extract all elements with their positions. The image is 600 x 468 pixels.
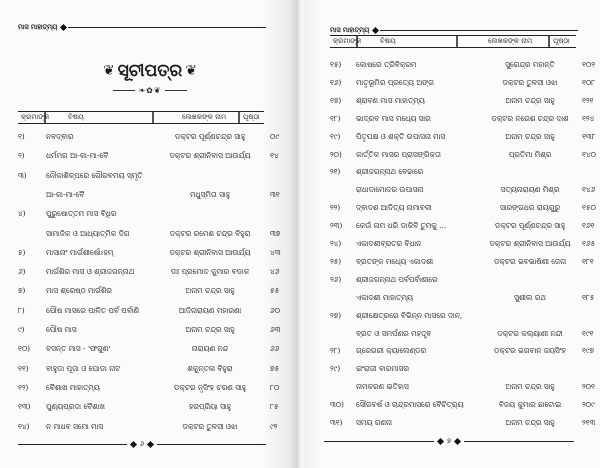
entry-number: ୨୬) [330, 274, 342, 284]
toc-entry [18, 169, 268, 183]
toc-entry [330, 219, 595, 233]
entry-subject: ମାତୃଭୂମିର ପ୍ରତ୍ୟେ ଅଙ୍ଗ [356, 77, 434, 87]
entry-subject: ଶ୍ରୀଜଗନ୍ନାଥ ପର୍ବପର୍ବାଣୀରେ [356, 274, 438, 284]
entry-subject: ବାହୁଡା ପୂଜା ଓ ଘୋଡା ନାଟ [46, 363, 121, 373]
entry-author: ଆଦିନାରାୟଣ ମହାରଣା [178, 305, 242, 315]
entry-author: ଡକ୍ଟର ଭବଭାଷିଣୀ ଜେନା [493, 256, 567, 266]
entry-page: ୧୨୧ [582, 95, 594, 105]
entry-author: ଡକ୍ଟର କଲ୍ୟାଣୀ ନନ୍ଦୀ [497, 328, 563, 338]
diamond-ornament-icon [372, 27, 379, 34]
toc-entry [18, 207, 268, 221]
toc-entry [18, 400, 279, 414]
entry-number: ୩) [18, 170, 27, 180]
diamond-ornament-icon [130, 441, 137, 448]
col-page: ପୃଷ୍ଠା [553, 37, 570, 45]
toc-entry [18, 265, 280, 279]
entry-number: ୧୬) [330, 77, 342, 87]
entry-number: ୧୫) [330, 60, 342, 69]
entry-author: ପ୍ରତିମା ମିଶ୍ର [508, 149, 552, 159]
entry-page: ୧୬୧ [582, 221, 595, 231]
toc-entry [330, 58, 595, 72]
toc-entry [330, 309, 580, 323]
toc-entry [330, 237, 596, 251]
entry-number: ୧୪) [18, 421, 30, 431]
toc-entry [330, 273, 580, 287]
toc-entry [330, 398, 595, 412]
entry-subject: କୋଷରେ ତ୍ରିବିକ୍ରମ [356, 60, 417, 69]
entry-subject: ନୌକାଶିଳ୍ପରେ ଗୌରବମୟ ସ୍ମୃତି [46, 170, 143, 180]
left-page [0, 0, 296, 468]
entry-number: ୧୦) [18, 344, 31, 354]
entry-number: ୯) [18, 325, 25, 334]
table-header [330, 35, 576, 48]
entry-page: ୧୪ [270, 151, 279, 161]
entry-number: ୩୦) [330, 400, 345, 410]
col-subject: ବିଷୟ [46, 112, 154, 123]
entry-page: ୬୩ [270, 325, 281, 334]
entry-number: ୧) [18, 132, 25, 141]
entry-number: ୧୯) [330, 131, 341, 141]
toc-entry [18, 342, 280, 356]
entry-number: ୨) [18, 151, 25, 161]
entry-subject: ଶ୍ରାବଣ ମାସ ମାହାତ୍ମ୍ୟ [356, 95, 425, 105]
entry-page: ୧୪୦ [582, 149, 596, 159]
toc-entry [18, 188, 280, 202]
entry-subject: ଶ୍ରୀଜଗନ୍ନାଥ ବେଢାରେ [356, 167, 424, 177]
page-footer [18, 440, 266, 449]
toc-entry [330, 183, 596, 197]
entry-subject: ନବଦ୍ଵାର [46, 132, 74, 141]
entry-page: ୧୯୭ [582, 346, 595, 356]
entry-number: ୩୧) [330, 418, 343, 427]
entry-author: ନାରାୟଣ ନନ୍ଦ [191, 344, 229, 354]
title-ornament-icon: ❧✿❦ [138, 86, 162, 95]
entry-number: ୨୫) [330, 256, 342, 266]
entry-author: ସାରଙ୍ଗଧର ରାୟଗୁରୁ [499, 203, 561, 213]
entry-author: ମଧୁସ୍ମିତା ସାହୁ [190, 189, 230, 199]
entry-author: ଡକ୍ଟର ପୂର୍ଣ୍ଣଚନ୍ଦ୍ର ସାହୁ [494, 221, 566, 231]
toc-entry [18, 149, 279, 163]
running-head-text: ମାସ ମାହାତ୍ମ୍ୟ [330, 26, 370, 34]
right-page [304, 0, 600, 468]
entry-subject: କେଉଁ ନାମ ଧରି ଡାକିବି ତୁମକୁ ... [356, 221, 447, 231]
entry-page: ୯୨ [270, 421, 278, 431]
entry-subject: କାର୍ତ୍ତିକ ମାସର ପ୍ରାସଙ୍ଗିକତା [356, 149, 441, 159]
entry-page: ୮୫ [270, 402, 279, 412]
entry-number: ୨୮) [330, 346, 341, 356]
entry-number: ୧୮) [330, 113, 341, 123]
book-gutter [296, 0, 304, 468]
toc-entry [330, 380, 595, 394]
col-serial: କ୍ରମାଙ୍କ [330, 36, 358, 47]
entry-author: ଅନାମ ଚନ୍ଦ୍ର ସାହୁ [505, 131, 555, 141]
entry-number: ୭) [18, 286, 26, 296]
toc-entry [330, 165, 580, 179]
toc-entry [18, 246, 281, 260]
entry-author: ଡକ୍ଟର ପୂର୍ଣ୍ଣଚନ୍ଦ୍ର ସାହୁ [174, 132, 246, 141]
entry-page: ୧୮୧ [582, 256, 594, 266]
toc-entry [330, 344, 595, 358]
entry-subject: ଭାଦ୍ରବ ମାସ ମଧ୍ୟେ ସାର [356, 113, 431, 123]
entry-author: ଡଃ ପ୍ରମୋଦ କୁମାର ବଡାଳ [170, 267, 250, 277]
entry-page: ୧୦୮ [582, 77, 596, 87]
diamond-ornament-icon [437, 438, 444, 445]
entry-author: ବିଜୟ କୁମାର ଛାଟୋଇ [498, 400, 562, 410]
entry-subject: ମାସାନାଂ ମାର୍ଗଶୀର୍ଷୋଽହମ୍ [46, 247, 114, 257]
entry-subject: ବ୍ରତଙ୍କ ମଧ୍ୟେ ଏକାଦଶୀ [356, 256, 434, 266]
entry-number: ୨୯) [330, 364, 341, 374]
toc-entry [18, 323, 281, 337]
entry-page: ୭୫ [270, 363, 280, 373]
entry-author: ଡକ୍ଟର ଶ୍ରୀନିବାସ ଆଉର୍ଯ୍ୟ [489, 239, 571, 248]
entry-page: ୬୦ [270, 305, 280, 315]
toc-title-text: ସୂଚୀପତ୍ର [117, 61, 183, 81]
toc-entry [330, 362, 580, 376]
toc-entry [18, 420, 278, 434]
entry-subject: ନାମକରଣ ଇତିହାସ [356, 382, 409, 392]
page-footer [324, 437, 574, 446]
entry-page: ୧୮୫ [582, 292, 595, 302]
entry-page: ୧୪୬ [582, 185, 596, 195]
entry-author: ଡକ୍ଟର ନରେଶ ଚନ୍ଦ୍ର ଦାଶ [491, 113, 569, 123]
running-head [18, 23, 266, 32]
entry-number: ୧୨) [18, 382, 29, 392]
entry-subject: ମାସ ଶ୍ରେଷ୍ଠ ମାର୍ଗଶିର [46, 286, 112, 296]
col-author: ଲେଖକଙ୍କ ନାମ [154, 112, 240, 123]
entry-author: ଡକ୍ଟର ତୁଳସୀ ଓଝା [502, 77, 558, 87]
toc-entry [18, 284, 280, 298]
entry-number: ୨୩) [330, 221, 343, 231]
col-serial: କ୍ରମାଙ୍କ [18, 112, 46, 123]
entry-number: ୨୭) [330, 310, 342, 320]
entry-page: ୧୨୪ [582, 113, 595, 123]
entry-subject: ସୌରବର୍ଷ ଓ ଚାନ୍ଦ୍ରମାସରେ ବୈଚିତ୍ର୍ୟ [356, 400, 464, 410]
entry-author: ସୁରେନ୍ଦ୍ର ମହାନ୍ତି [505, 60, 555, 69]
diamond-ornament-icon [147, 441, 154, 448]
toc-entry [330, 291, 595, 305]
toc-entry [18, 304, 280, 318]
entry-author: ଡକ୍ଟର ଭଗବାନ ଜୟସିଂହ [494, 346, 566, 356]
entry-page: ୦୯ [270, 132, 280, 141]
flourish-right-icon: ❦ [185, 63, 198, 79]
entry-number: ୧୧) [18, 363, 29, 373]
col-author: ଲେଖକଙ୍କ ନାମ [458, 36, 550, 47]
toc-entry [330, 255, 594, 269]
diamond-ornament-icon [454, 438, 461, 445]
toc-entry [330, 148, 596, 162]
entry-author: ହରପ୍ରିୟା ସାହୁ [189, 402, 231, 412]
entry-author: ଅନାମ ଚନ୍ଦ୍ର ସାହୁ [505, 95, 555, 105]
entry-number: ୨୨) [330, 203, 341, 213]
entry-subject: ସମୟ ଗଣନା [356, 418, 392, 427]
entry-subject: ବୈଶାଖ ମାହାତ୍ମ୍ୟ [46, 382, 100, 392]
entry-author: ଡକ୍ଟର ତୁଳସୀ ଓଝା [182, 421, 238, 431]
entry-page: ୧୦୨ [582, 60, 595, 69]
entry-author: ସତ୍ୟନାରାୟଣ ମିଶ୍ର [500, 185, 560, 195]
entry-subject: ଦ୍ଵାଦଶ ଆଦିତ୍ୟ ନାମାବଳୀ [356, 203, 432, 213]
rule-line [68, 27, 266, 28]
toc-entry [330, 130, 596, 144]
entry-page: ୩୧ [270, 189, 280, 199]
entry-number: ୨୦) [330, 149, 342, 159]
toc-entry [330, 112, 595, 126]
col-page: ପୃଷ୍ଠା [243, 113, 260, 121]
entry-subject: ନ ମାଧବ ସମୋ ମାସ [46, 421, 104, 431]
title-ornament [60, 86, 240, 95]
toc-title-block [60, 60, 240, 95]
entry-subject: ଶ୍ରୀକ୍ଷେତ୍ରରେ ବିଭିନ୍ନ ମାସରେ ଦାନ, [356, 310, 463, 320]
toc-entry [18, 227, 281, 241]
entry-author: ଡକ୍ଟର ରମେଶ ଚନ୍ଦ୍ର ବିହୁରା [169, 228, 251, 238]
entry-author: ଅନାମ ଚନ୍ଦ୍ର ସାହୁ [185, 325, 235, 334]
entry-number: ୫) [18, 247, 26, 257]
flourish-left-icon: ❦ [102, 63, 115, 79]
entry-author: ଅନାମ ଚନ୍ଦ୍ର ସାହୁ [505, 382, 555, 392]
toc-entry [330, 94, 594, 108]
entry-subject: ବ୍ରତ ଓ ସମର୍ପଣର ମହତ୍ତ୍ଵ [356, 328, 432, 338]
running-head [330, 26, 578, 35]
entry-subject: ଗ୍ରେଗରୀ କ୍ୟାଲେଣ୍ଡର [356, 346, 427, 356]
entry-page: ୫୫ [270, 286, 280, 296]
rule-line [380, 30, 578, 31]
entry-page: ୧୩୮ [582, 131, 596, 141]
entry-page: ୨୦୯ [582, 400, 595, 410]
entry-subject: ଏକାଦଶୀବ୍ରତର ବିଧାନ [356, 239, 422, 248]
entry-subject: ଇଂରାଜୀ ବାରମାସର [356, 364, 409, 374]
col-subject: ବିଷୟ [358, 36, 458, 47]
entry-subject: ପୁରୁଷୋତ୍ତମ ମାସ ବିଧିର [46, 209, 117, 219]
toc-entry [330, 201, 596, 215]
toc-entry [18, 130, 280, 144]
page-number: ୬ [139, 440, 145, 448]
entry-number: ୧୭) [330, 95, 342, 105]
entry-number: ୬) [18, 267, 26, 277]
entry-page: ୪୩ [270, 247, 281, 257]
entry-subject: ପୌଷ ମାସ [46, 325, 77, 334]
page-number: ୭ [446, 437, 452, 445]
entry-author: ଡକ୍ଟର ଶ୍ରୀନିବାସ ଆଉର୍ଯ୍ୟ [169, 151, 251, 161]
entry-page: ୧୬୫ [582, 239, 596, 248]
diamond-ornament-icon [60, 24, 67, 31]
entry-number: ୨୧) [330, 167, 341, 177]
entry-number: ୪) [18, 209, 26, 219]
toc-entry [18, 362, 280, 376]
entry-subject: ରାଧାଦାମୋଦର ଉପାସନା [356, 185, 424, 195]
toc-title [100, 61, 200, 81]
entry-page: ୧୫୦ [582, 203, 596, 213]
entry-number: ୮) [18, 305, 25, 315]
entry-author: ସୁଶୀଲ ରଥ [514, 292, 546, 302]
entry-author: ଡକ୍ଟର ଶ୍ରୀନିବାସ ଆଉର୍ଯ୍ୟ [169, 247, 251, 257]
entry-number: ୧୩) [18, 402, 31, 412]
entry-subject: ଆ-କା-ମା-ବୈ [46, 189, 85, 199]
toc-entry [330, 76, 596, 90]
entry-subject: ପୁଣ୍ୟପ୍ରଦା ବୈଶାଖ [46, 402, 105, 412]
entry-page: ୮୦ [270, 382, 280, 392]
table-header [18, 111, 264, 124]
entry-subject: ପୌଷ ମାସରେ ପାଳିତ ପର୍ବ ପର୍ବାଣି [46, 305, 140, 315]
entry-author: ଅନାମ ଚନ୍ଦ୍ର ସାହୁ [185, 286, 235, 296]
running-head-text: ମାସ ମାହାତ୍ମ୍ୟ [18, 23, 58, 31]
toc-entry [330, 327, 594, 341]
entry-page: ୪୬ [270, 267, 280, 277]
entry-subject: ପିତୃପକ୍ଷ ଓ ଶକ୍ତି ଉପାସନା ମାସ [356, 131, 446, 141]
entry-page: ୧୯୧ [582, 328, 594, 338]
entry-author: ଡକ୍ଟର ନୃସିଂହ ଚରଣ ସାହୁ [173, 382, 247, 392]
entry-page: ୩୭ [270, 228, 281, 238]
toc-entry [18, 381, 280, 395]
entry-author: ଶକୁନ୍ତଳା ବିହୁରା [187, 363, 233, 373]
entry-subject: ମାର୍ଗଶିର ମାସ ଓ ଶ୍ରୀଜଗନ୍ନାଥ [46, 267, 135, 277]
entry-page: ୬୬ [270, 344, 280, 354]
toc-entry [330, 416, 596, 430]
entry-number: ୨୪) [330, 239, 342, 248]
entry-subject: ସାମାଜିକ ଓ ଆଧ୍ୟାତ୍ମିକ ଦିଗ [46, 228, 130, 238]
entry-subject: ଏକାଦଶୀ ମାହାତ୍ମ୍ୟ [356, 292, 413, 302]
entry-page: ୨୦୧ [582, 382, 595, 392]
entry-subject: ବସନ୍ତ ମାସ - 'ଫଗୁଣ' [46, 344, 111, 354]
entry-subject: ଧର୍ମମର ଆ-କା-ମା-ବୈ [46, 151, 109, 161]
entry-page: ୨୧୩ [582, 418, 596, 427]
entry-author: ଅନାମ ଚନ୍ଦ୍ର ସାହୁ [505, 418, 555, 427]
